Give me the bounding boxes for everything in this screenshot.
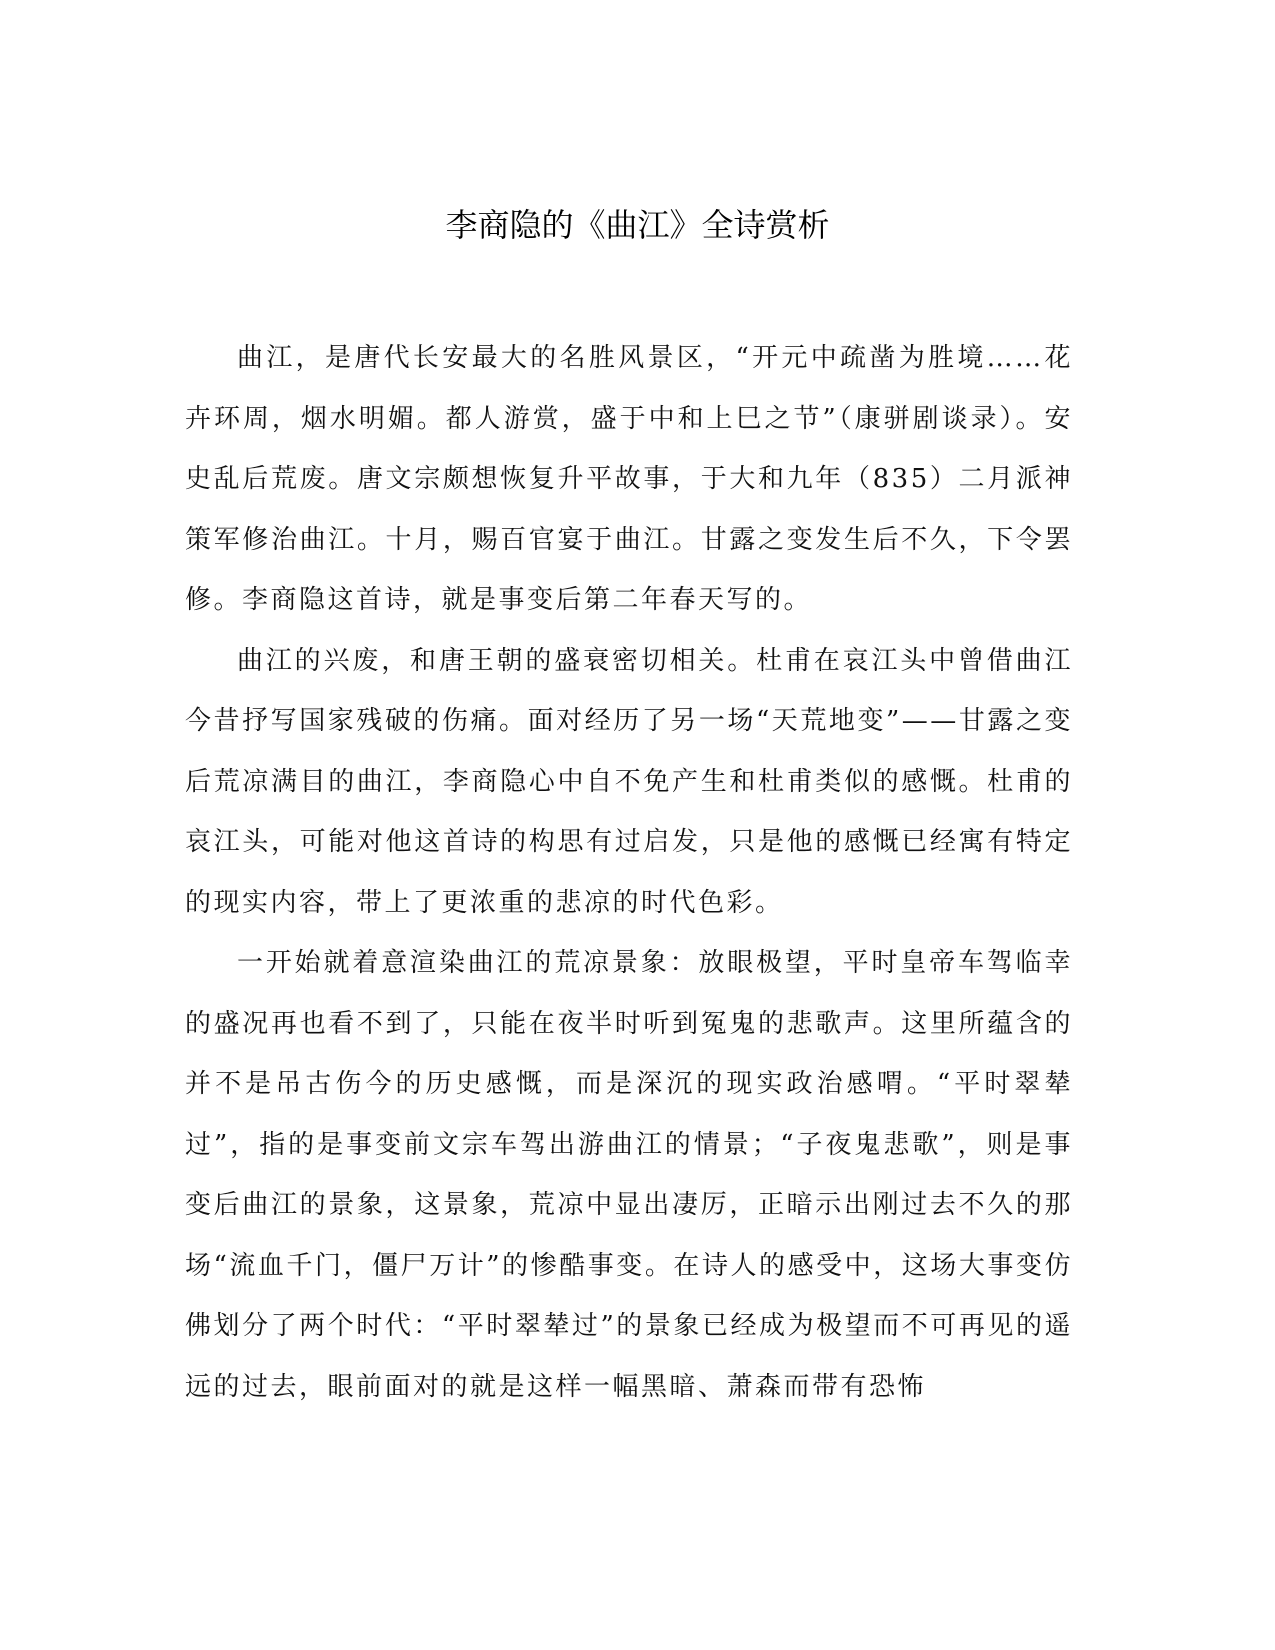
paragraph-1: 曲江，是唐代长安最大的名胜风景区，“开元中疏凿为胜境……花卉环周，烟水明媚。都人游赏，盛于中和上巳之节”（康骈剧谈录）。安史乱后荒废。唐文宗颇想恢复升平故事，于大和九年（835）二月派神策军修治曲江。十月，赐百官宴于曲江。甘露之变发生后不久，下令罢修。李商隐这首诗，就是事变后第二年春天写的。	[185, 343, 1073, 615]
document-title: 李商隐的《曲江》全诗赏析	[445, 206, 830, 244]
document-body	[185, 328, 1073, 1417]
paragraph-3: 一开始就着意渲染曲江的荒凉景象：放眼极望，平时皇帝车驾临幸的盛况再也看不到了，只能在夜半时听到冤鬼的悲歌声。这里所蕴含的并不是吊古伤今的历史感慨，而是深沉的现实政治感喟。“平时翠辇过”，指的是事变前文宗车驾出游曲江的情景；“子夜鬼悲歌”，则是事变后曲江的景象，这景象，荒凉中显出凄厉，正暗示出刚过去不久的那场“流血千门，僵尸万计”的惨酷事变。在诗人的感受中，这场大事变仿佛划分了两个时代：“平时翠辇过”的景象已经成为极望而不可再见的遥远的过去，眼前面对的就是这样一幅黑暗、萧森而带有恐怖	[185, 948, 1073, 1402]
paragraph-2: 曲江的兴废，和唐王朝的盛衰密切相关。杜甫在哀江头中曾借曲江今昔抒写国家残破的伤痛。面对经历了另一场“天荒地变”——甘露之变后荒凉满目的曲江，李商隐心中自不免产生和杜甫类似的感慨。杜甫的哀江头，可能对他这首诗的构思有过启发，只是他的感慨已经寓有特定的现实内容，带上了更浓重的悲凉的时代色彩。	[185, 645, 1073, 918]
